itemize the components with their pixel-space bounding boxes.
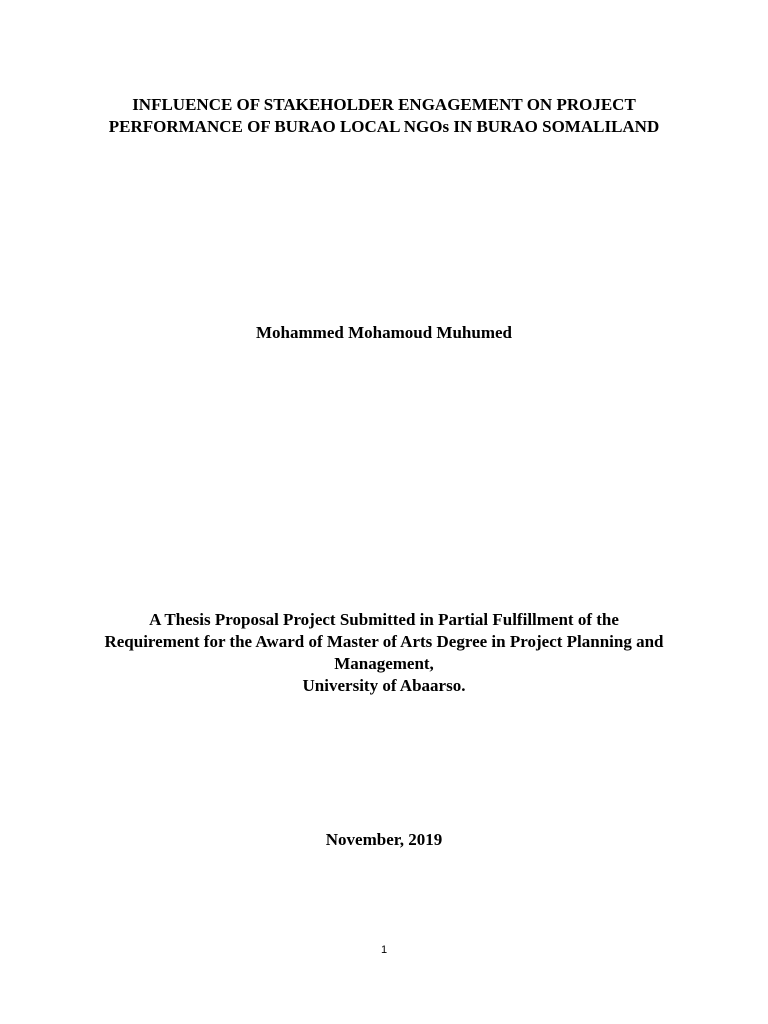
page-number: 1	[380, 944, 388, 956]
submission-line-4: University of Abaarso.	[302, 676, 466, 695]
submission-line-1: A Thesis Proposal Project Submitted in Partial Fulfillment of the	[149, 610, 619, 629]
thesis-title-line-2: PERFORMANCE OF BURAO LOCAL NGOs IN BURAO SOMALILAND	[108, 117, 660, 136]
submission-line-2: Requirement for the Award of Master of Arts Degree in Project Planning and	[104, 632, 664, 651]
thesis-title-line-1: INFLUENCE OF STAKEHOLDER ENGAGEMENT ON PROJECT	[132, 95, 636, 114]
submission-line-3: Management,	[334, 654, 434, 673]
submission-statement	[0, 609, 768, 697]
author-name: Mohammed Mohamoud Muhumed	[256, 323, 512, 342]
submission-date: November, 2019	[325, 830, 443, 849]
thesis-title	[0, 94, 768, 138]
